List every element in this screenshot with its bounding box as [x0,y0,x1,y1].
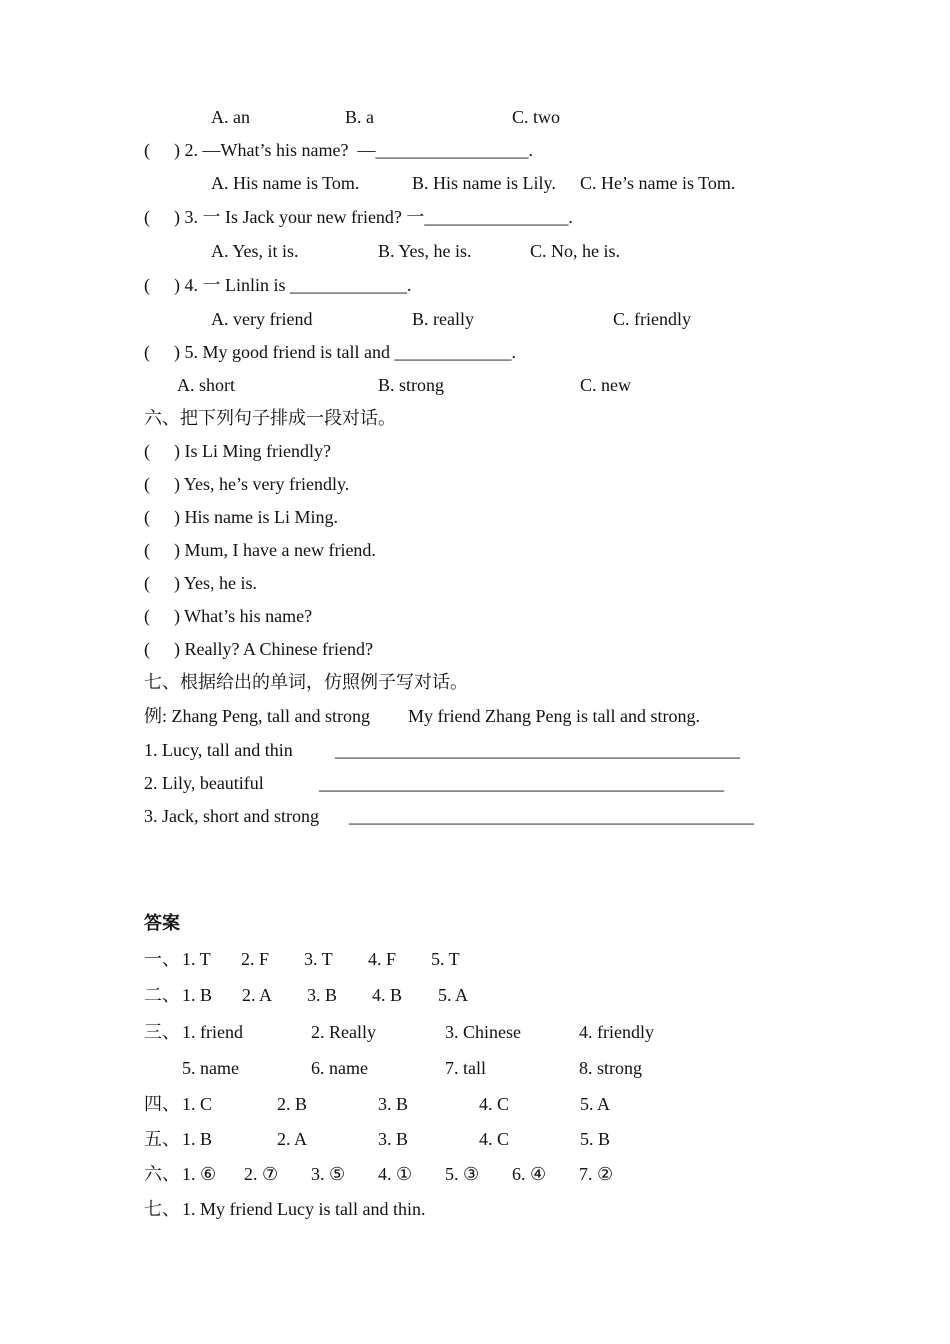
q2-paren: ( [144,140,150,160]
answer-item: 5. B [580,1129,611,1149]
answer-item: 3. B [307,985,338,1005]
q2-stem: ) 2. —What’s his name? —_________________. [174,140,533,160]
answer-item: 8. strong [579,1058,642,1078]
answer-item: 5. A [580,1094,611,1114]
s7-answer-blank[interactable]: _____________________________________________ [349,806,754,826]
s6-paren: ( [144,573,150,593]
q5-paren: ( [144,342,150,362]
answer-item: 1. T [182,949,211,969]
answer-item: 6. ④ [512,1164,547,1184]
s6-sentence: ) His name is Li Ming. [174,507,338,527]
answer-item: 2. Really [311,1022,376,1042]
s7-answer-blank[interactable]: _____________________________________________ [319,773,724,793]
q1-option-b: B. a [345,107,374,127]
answer-item: 5. A [438,985,469,1005]
q2-option-a: A. His name is Tom. [211,173,360,193]
answer-item: 5. name [182,1058,239,1078]
answer-item: 1. B [182,1129,213,1149]
q3-stem: ) 3. 一 Is Jack your new friend? 一________________. [174,207,573,227]
s6-paren: ( [144,474,150,494]
s6-sentence: ) Really? A Chinese friend? [174,639,373,659]
q4-stem: ) 4. 一 Linlin is _____________. [174,275,412,295]
q1-option-a: A. an [211,107,250,127]
s6-sentence: ) What’s his name? [174,606,313,626]
s7-prompt: 1. Lucy, tall and thin [144,740,293,760]
answers-s6-label: 六、 [144,1164,180,1184]
s6-sentence: ) Yes, he is. [174,573,258,593]
s6-sentence: ) Yes, he’s very friendly. [174,474,350,494]
answers-s1-label: 一、 [144,949,180,969]
answer-item: 2. A [277,1129,308,1149]
q5-option-b: B. strong [378,375,445,395]
q4-option-a: A. very friend [211,309,313,329]
answer-item: 5. T [431,949,460,969]
answers-s5-label: 五、 [144,1129,180,1149]
q1-option-c: C. two [512,107,561,127]
s7-answer-blank[interactable]: _____________________________________________ [335,740,740,760]
q4-option-c: C. friendly [613,309,691,329]
answer-item: 2. ⑦ [244,1164,279,1184]
section7-title: 七、根据给出的单词，仿照例子写对话。 [144,672,468,692]
answer-item: 4. friendly [579,1022,654,1042]
q3-option-c: C. No, he is. [530,241,620,261]
q3-option-b: B. Yes, he is. [378,241,472,261]
q3-option-a: A. Yes, it is. [211,241,299,261]
answer-item: 4. B [372,985,403,1005]
q4-paren: ( [144,275,150,295]
answer-item: 4. ① [378,1164,413,1184]
answer-item: 1. ⑥ [182,1164,217,1184]
answer-item: 1. C [182,1094,213,1114]
s7-example-answer: My friend Zhang Peng is tall and strong. [408,706,700,726]
answer-item: 7. tall [445,1058,486,1078]
section6-title: 六、把下列句子排成一段对话。 [144,408,396,428]
answer-item: 3. T [304,949,333,969]
s6-paren: ( [144,441,150,461]
answer-item: 1. friend [182,1022,243,1042]
answer-item: 2. A [242,985,273,1005]
answers-title: 答案 [144,913,180,933]
q2-option-b: B. His name is Lily. [412,173,556,193]
s7-prompt: 2. Lily, beautiful [144,773,264,793]
answer-item: 3. ⑤ [311,1164,346,1184]
answer-item: 3. Chinese [445,1022,521,1042]
s6-sentence: ) Mum, I have a new friend. [174,540,376,560]
s7-example-prompt: 例: Zhang Peng, tall and strong [144,706,370,726]
q5-option-a: A. short [177,375,235,395]
answer-item: 3. B [378,1129,409,1149]
q5-option-c: C. new [580,375,631,395]
answers-s4-label: 四、 [144,1094,180,1114]
s6-paren: ( [144,639,150,659]
answer-item: 2. F [241,949,270,969]
s6-paren: ( [144,507,150,527]
answers-s7-label: 七、 [144,1199,180,1219]
answer-item: 3. B [378,1094,409,1114]
s7-prompt: 3. Jack, short and strong [144,806,319,826]
answer-item: 2. B [277,1094,308,1114]
answer-item: 4. C [479,1129,510,1149]
s6-paren: ( [144,540,150,560]
answer-item: 4. F [368,949,397,969]
q4-option-b: B. really [412,309,474,329]
q3-paren: ( [144,207,150,227]
answers-s3-label: 三、 [144,1022,180,1042]
answer-item: 7. ② [579,1164,614,1184]
answer-item: 1. My friend Lucy is tall and thin. [182,1199,426,1219]
answer-item: 5. ③ [445,1164,480,1184]
s6-sentence: ) Is Li Ming friendly? [174,441,331,461]
answer-item: 6. name [311,1058,368,1078]
s6-paren: ( [144,606,150,626]
answers-s2-label: 二、 [144,985,180,1005]
q2-option-c: C. He’s name is Tom. [580,173,736,193]
q5-stem: ) 5. My good friend is tall and _____________. [174,342,516,362]
answer-item: 1. B [182,985,213,1005]
answer-item: 4. C [479,1094,510,1114]
